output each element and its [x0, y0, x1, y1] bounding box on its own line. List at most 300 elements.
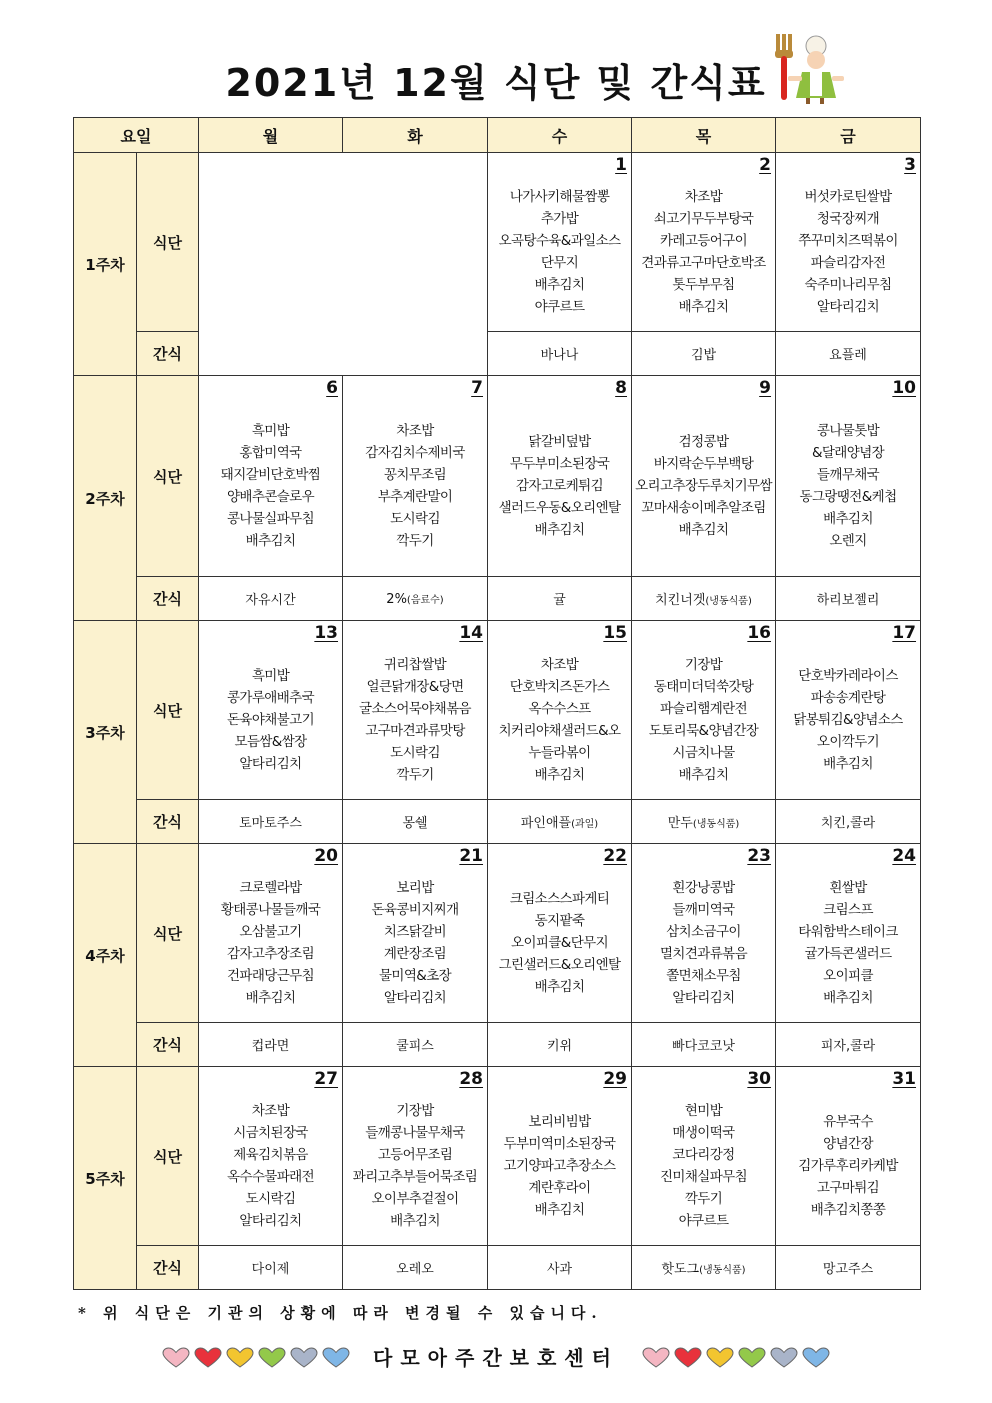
- meal-item: 계란장조림: [383, 946, 447, 962]
- snack-row-label: 간식: [137, 800, 199, 844]
- meal-items: [632, 866, 775, 1020]
- meal-item: 크로렐라밥: [239, 880, 302, 896]
- meal-item: 고구마튀김: [816, 1180, 880, 1196]
- meal-item: 감자고로케튀김: [515, 478, 604, 494]
- meal-item: 도시락김: [390, 511, 440, 527]
- snack-row-label: 간식: [137, 1246, 199, 1290]
- meal-cell: [632, 376, 776, 577]
- meal-item: 배추김치: [534, 277, 585, 293]
- week-snack-row: [74, 800, 921, 844]
- header-day-fri: 금: [776, 118, 921, 153]
- meal-items: [343, 643, 487, 797]
- meal-item: 콩가루애배추국: [226, 690, 315, 706]
- snack-cell: [488, 1023, 632, 1067]
- meal-item: 들깨무채국: [816, 467, 880, 483]
- snack-cell: [199, 1246, 343, 1290]
- footer: [0, 1342, 992, 1374]
- week-snack-row: [74, 577, 921, 621]
- meal-row-label: 식단: [137, 621, 199, 800]
- snack-cell: [776, 1246, 921, 1290]
- meal-items: [632, 175, 775, 329]
- meal-item: 알타리김치: [239, 1213, 302, 1229]
- center-name: 다모아주간보호센터: [373, 1346, 619, 1370]
- snack-name: 컵라면: [251, 1039, 290, 1054]
- snack-cell: [343, 1023, 488, 1067]
- meal-item: 단호박카레라이스: [798, 668, 898, 684]
- meal-item: 오이깍두기: [816, 734, 880, 750]
- week-meal-row: [74, 1067, 921, 1246]
- meal-item: 보리밥: [396, 880, 434, 896]
- snack-note: (과일): [571, 819, 599, 830]
- snack-cell: [488, 800, 632, 844]
- meal-item: 그린샐러드&오리엔탈: [498, 957, 621, 973]
- meal-item: 숙주미나리무침: [804, 277, 892, 293]
- meal-cell: [776, 621, 921, 800]
- meal-item: 기장밥: [396, 1103, 434, 1119]
- week-snack-row: [74, 1023, 921, 1067]
- snack-note: (냉동식품): [692, 819, 740, 830]
- snack-name: 2%: [386, 591, 407, 607]
- snack-name: 치킨너겟: [655, 593, 706, 608]
- date-number: 20: [314, 846, 339, 866]
- meal-item: 꼬마새송이메추알조림: [641, 500, 766, 516]
- heart-icon: [194, 1347, 222, 1369]
- meal-item: 버섯카로틴쌀밥: [804, 189, 892, 205]
- meal-item: 바지락순두부백탕: [653, 456, 754, 472]
- snack-cell: [199, 577, 343, 621]
- snack-name: 귤: [553, 593, 566, 608]
- date-number: 16: [747, 623, 772, 643]
- meal-item: 배추김치: [823, 511, 873, 527]
- meal-row-label: 식단: [137, 844, 199, 1023]
- snack-name: 몽쉘: [402, 816, 428, 831]
- meal-item: 배추김치: [534, 1202, 585, 1218]
- header-day-tue: 화: [343, 118, 488, 153]
- meal-item: 제육김치볶음: [233, 1147, 308, 1163]
- date-number: 1: [615, 155, 628, 175]
- date-number: 23: [747, 846, 772, 866]
- heart-icon: [290, 1347, 318, 1369]
- meal-item: 옥수수스프: [528, 701, 591, 717]
- meal-items: [488, 398, 631, 574]
- meal-items: [343, 398, 487, 574]
- meal-item: 알타리김치: [816, 299, 880, 315]
- meal-item: 귤가득콘샐러드: [804, 946, 892, 962]
- meal-item: 알타리김치: [239, 756, 302, 772]
- meal-item: 깍두기: [396, 767, 434, 783]
- meal-cell: [776, 153, 921, 332]
- meal-item: 오렌지: [829, 533, 867, 549]
- heart-icon: [642, 1347, 670, 1369]
- meal-cell: [343, 621, 488, 800]
- meal-item: 누들라볶이: [528, 745, 591, 761]
- heart-row-right: [642, 1347, 830, 1369]
- meal-items: [776, 175, 920, 329]
- meal-item: 시금치된장국: [233, 1125, 308, 1141]
- snack-cell: [632, 332, 776, 376]
- snack-row-label: 간식: [137, 332, 199, 376]
- date-number: 9: [759, 378, 772, 398]
- meal-cell: [488, 1067, 632, 1246]
- snack-cell: [488, 1246, 632, 1290]
- meal-cell: [488, 376, 632, 577]
- snack-name: 쿨피스: [396, 1039, 434, 1054]
- snack-name: 파인애플: [520, 816, 572, 831]
- date-number: 17: [892, 623, 917, 643]
- meal-item: 닭갈비덮밥: [528, 434, 591, 450]
- meal-item: 양념간장: [823, 1136, 873, 1152]
- week-meal-row: [74, 621, 921, 800]
- meal-item: 고구마견과류맛탕: [365, 723, 465, 739]
- meal-cell: [199, 621, 343, 800]
- meal-item: 배추김치: [534, 522, 585, 538]
- meal-items: [488, 1089, 631, 1243]
- snack-note: (음료수): [406, 594, 444, 606]
- heart-row-left: [162, 1347, 350, 1369]
- meal-item: 배추김치: [678, 299, 729, 315]
- snack-cell: [488, 332, 632, 376]
- meal-item: 동지팥죽: [534, 913, 585, 929]
- meal-item: 쭈꾸미치즈떡볶이: [798, 233, 898, 249]
- heart-icon: [706, 1347, 734, 1369]
- meal-item: 오이피클&단무지: [511, 935, 609, 951]
- date-number: 6: [326, 378, 339, 398]
- meal-item: 도시락김: [245, 1191, 296, 1207]
- meal-item: 흰강낭콩밥: [672, 880, 735, 896]
- meal-items: [488, 175, 631, 329]
- meal-item: 현미밥: [684, 1103, 723, 1119]
- meal-item: 두부미역미소된장국: [503, 1136, 616, 1152]
- snack-name: 요플레: [829, 348, 867, 363]
- meal-items: [632, 398, 775, 574]
- date-number: 2: [759, 155, 772, 175]
- meal-item: 옥수수물파래전: [226, 1169, 315, 1185]
- snack-name: 키위: [546, 1039, 573, 1054]
- meal-cell: [632, 844, 776, 1023]
- meal-cell: [199, 844, 343, 1023]
- meal-row-label: 식단: [137, 376, 199, 577]
- meal-item: 오삼불고기: [239, 924, 302, 940]
- week-meal-row: [74, 376, 921, 577]
- meal-item: 배추김치: [245, 990, 296, 1006]
- empty-day-cell: [199, 153, 488, 376]
- meal-item: 배추김치: [823, 756, 873, 772]
- meal-cell: [343, 844, 488, 1023]
- meal-item: 배추김치: [390, 1213, 440, 1229]
- snack-note: (냉동식품): [699, 1265, 746, 1276]
- week-meal-row: [74, 844, 921, 1023]
- week-label: 2주차: [74, 376, 137, 621]
- snack-row-label: 간식: [137, 1023, 199, 1067]
- meal-cell: [488, 844, 632, 1023]
- meal-item: 코다리강정: [672, 1147, 735, 1163]
- meal-row-label: 식단: [137, 1067, 199, 1246]
- meal-item: 황태콩나물들깨국: [220, 902, 321, 918]
- date-number: 14: [459, 623, 484, 643]
- heart-icon: [738, 1347, 766, 1369]
- meal-item: 유부국수: [823, 1114, 873, 1130]
- meal-items: [199, 398, 342, 574]
- snack-name: 만두: [667, 816, 693, 831]
- meal-item: 돼지갈비단호박찜: [220, 467, 321, 483]
- meal-item: 검정콩밥: [678, 434, 729, 450]
- meal-item: 쫄면채소무침: [666, 968, 741, 984]
- week-meal-row: [74, 153, 921, 332]
- meal-item: 콩나물실파무침: [226, 511, 315, 527]
- meal-item: 감자고추장조림: [226, 946, 315, 962]
- meal-item: 견과류고구마단호박조: [641, 255, 766, 271]
- meal-items: [632, 643, 775, 797]
- heart-icon: [322, 1347, 350, 1369]
- snack-cell: [343, 1246, 488, 1290]
- meal-item: 고기양파고추장소스: [503, 1158, 616, 1174]
- snack-cell: [343, 800, 488, 844]
- snack-name: 치킨,콜라: [820, 816, 876, 831]
- meal-item: 카레고등어구이: [659, 233, 748, 249]
- meal-item: 시금치나물: [672, 745, 735, 761]
- meal-item: 홍합미역국: [239, 445, 302, 461]
- meal-item: 차조밥: [540, 657, 579, 673]
- snack-name: 사과: [546, 1262, 573, 1277]
- meal-item: 얼큰닭개장&당면: [366, 679, 464, 695]
- meal-item: 흑미밥: [251, 423, 290, 439]
- date-number: 28: [459, 1069, 484, 1089]
- meal-item: 동태미더덕쑥갓탕: [653, 679, 754, 695]
- meal-items: [199, 1089, 342, 1243]
- meal-item: 추가밥: [540, 211, 579, 227]
- meal-item: 꽁치무조림: [383, 467, 447, 483]
- meal-item: 모듬쌈&쌈장: [234, 734, 307, 750]
- meal-items: [776, 1089, 920, 1243]
- header-day-wed: 수: [488, 118, 632, 153]
- date-number: 13: [314, 623, 339, 643]
- snack-name: 자유시간: [245, 593, 296, 608]
- date-number: 15: [603, 623, 628, 643]
- meal-cell: [632, 1067, 776, 1246]
- snack-cell: [343, 577, 488, 621]
- heart-icon: [162, 1347, 190, 1369]
- menu-notice: * 위 식단은 기관의 상황에 따라 변경될 수 있습니다.: [78, 1304, 603, 1322]
- snack-name: 빠다코코낫: [672, 1039, 735, 1054]
- meal-item: 오리고추장두루치기무쌈: [635, 478, 772, 494]
- page-title: 2021년 12월 식단 및 간식표: [225, 61, 767, 105]
- meal-item: 들깨콩나물무채국: [365, 1125, 465, 1141]
- snack-row-label: 간식: [137, 577, 199, 621]
- snack-cell: [632, 1246, 776, 1290]
- snack-name: 다이제: [251, 1262, 290, 1277]
- snack-name: 토마토주스: [239, 816, 302, 831]
- meal-item: 동그랑땡전&케첩: [799, 489, 897, 505]
- meal-item: 배추김치쫑쫑: [810, 1202, 886, 1218]
- meal-item: 파슬리햄계란전: [659, 701, 748, 717]
- chef-girl-icon: [772, 28, 848, 106]
- header-day-label: 요일: [74, 118, 199, 153]
- meal-item: 배추김치: [678, 767, 729, 783]
- header-day-mon: 월: [199, 118, 343, 153]
- snack-name: 하리보젤리: [816, 593, 880, 608]
- meal-item: 무두부미소된장국: [509, 456, 610, 472]
- date-number: 31: [892, 1069, 917, 1089]
- meal-cell: [776, 1067, 921, 1246]
- snack-name: 피자,콜라: [820, 1039, 876, 1054]
- meal-item: 귀리찹쌀밥: [383, 657, 447, 673]
- meal-item: 닭봉튀김&양념소스: [793, 712, 903, 728]
- meal-cell: [343, 376, 488, 577]
- heart-icon: [226, 1347, 254, 1369]
- meal-item: 돈육콩비지찌개: [371, 902, 459, 918]
- meal-item: 멸치견과류볶음: [659, 946, 748, 962]
- meal-item: 차조밥: [396, 423, 434, 439]
- meal-item: 계란후라이: [528, 1180, 591, 1196]
- meal-item: 크림스프: [823, 902, 873, 918]
- week-snack-row: [74, 1246, 921, 1290]
- meal-cell: [776, 376, 921, 577]
- meal-item: 꽈리고추부들어묵조림: [352, 1169, 478, 1185]
- snack-cell: [632, 1023, 776, 1067]
- meal-item: 타워함박스테이크: [798, 924, 898, 940]
- meal-item: 오곡탕수육&과일소스: [498, 233, 621, 249]
- meal-item: 부추계란말이: [377, 489, 453, 505]
- meal-items: [488, 866, 631, 1020]
- meal-cell: [488, 621, 632, 800]
- meal-items: [776, 398, 920, 574]
- meal-item: 청국장찌개: [816, 211, 880, 227]
- date-number: 3: [904, 155, 917, 175]
- week-label: 4주차: [74, 844, 137, 1067]
- snack-name: 바나나: [540, 348, 579, 363]
- meal-item: 콩나물톳밥: [816, 423, 880, 439]
- meal-item: 배추김치: [534, 767, 585, 783]
- date-number: 10: [892, 378, 917, 398]
- snack-cell: [199, 1023, 343, 1067]
- meal-item: 톳두부무침: [672, 277, 735, 293]
- meal-item: 파슬리감자전: [810, 255, 886, 271]
- meal-item: 나가사키해물짬뽕: [509, 189, 610, 205]
- meal-item: 물미역&초장: [378, 968, 452, 984]
- meal-item: 김가루후리카케밥: [798, 1158, 898, 1174]
- heart-icon: [802, 1347, 830, 1369]
- meal-item: 돈육야채불고기: [226, 712, 315, 728]
- meal-item: 오이피클: [823, 968, 873, 984]
- snack-cell: [488, 577, 632, 621]
- meal-item: 흰쌀밥: [829, 880, 867, 896]
- meal-item: 삼치소금구이: [666, 924, 741, 940]
- date-number: 8: [615, 378, 628, 398]
- meal-cell: [632, 153, 776, 332]
- meal-items: [488, 643, 631, 797]
- meal-cell: [488, 153, 632, 332]
- meal-item: 배추김치: [245, 533, 296, 549]
- meal-item: 오이부추겉절이: [371, 1191, 459, 1207]
- meal-cell: [343, 1067, 488, 1246]
- meal-items: [199, 643, 342, 797]
- meal-item: 흑미밥: [251, 668, 290, 684]
- meal-item: 들깨미역국: [672, 902, 735, 918]
- snack-name: 핫도그: [661, 1262, 700, 1277]
- meal-items: [776, 866, 920, 1020]
- snack-name: 오레오: [396, 1262, 434, 1277]
- meal-item: 야쿠르트: [678, 1213, 729, 1229]
- meal-item: 도토리묵&양념간장: [648, 723, 759, 739]
- meal-item: 단무지: [540, 255, 579, 271]
- meal-item: 감자김치수제비국: [365, 445, 465, 461]
- date-number: 21: [459, 846, 484, 866]
- date-number: 7: [471, 378, 484, 398]
- meal-item: 보리비빔밥: [528, 1114, 591, 1130]
- header-day-thu: 목: [632, 118, 776, 153]
- date-number: 30: [747, 1069, 772, 1089]
- meal-item: 크림소스스파게티: [509, 891, 610, 907]
- meal-item: 깍두기: [684, 1191, 723, 1207]
- meal-cell: [199, 376, 343, 577]
- snack-name: 망고주스: [822, 1262, 874, 1277]
- header-row: [74, 118, 921, 153]
- week-label: 5주차: [74, 1067, 137, 1290]
- snack-cell: [632, 577, 776, 621]
- week-label: 1주차: [74, 153, 137, 376]
- snack-name: 김밥: [690, 348, 717, 363]
- meal-item: 도시락김: [390, 745, 440, 761]
- meal-item: 매생이떡국: [672, 1125, 735, 1141]
- meal-items: [776, 643, 920, 797]
- meal-cell: [632, 621, 776, 800]
- meal-item: 배추김치: [534, 979, 585, 995]
- snack-cell: [199, 800, 343, 844]
- meal-item: 샐러드우동&오리엔탈: [498, 500, 621, 516]
- heart-icon: [770, 1347, 798, 1369]
- meal-item: 양배추콘슬로우: [226, 489, 315, 505]
- meal-item: &달래양념장: [811, 445, 885, 461]
- meal-item: 차조밥: [251, 1103, 290, 1119]
- meal-item: 고등어무조림: [377, 1147, 453, 1163]
- meal-item: 기장밥: [684, 657, 723, 673]
- meal-cell: [776, 844, 921, 1023]
- meal-item: 야쿠르트: [534, 299, 585, 315]
- snack-cell: [776, 800, 921, 844]
- meal-item: 알타리김치: [383, 990, 447, 1006]
- meal-item: 굴소스어묵야채볶음: [359, 701, 471, 717]
- meal-item: 치즈닭갈비: [383, 924, 447, 940]
- date-number: 22: [603, 846, 628, 866]
- meal-row-label: 식단: [137, 153, 199, 332]
- meal-items: [199, 866, 342, 1020]
- date-number: 29: [603, 1069, 628, 1089]
- meal-items: [343, 1089, 487, 1243]
- meal-item: 깍두기: [396, 533, 434, 549]
- meal-item: 쇠고기무두부탕국: [653, 211, 754, 227]
- meal-item: 단호박치즈돈가스: [509, 679, 610, 695]
- snack-note: (냉동식품): [705, 596, 752, 607]
- meal-cell: [199, 1067, 343, 1246]
- meal-item: 알타리김치: [672, 990, 735, 1006]
- date-number: 27: [314, 1069, 339, 1089]
- meal-item: 진미채실파무침: [659, 1169, 748, 1185]
- snack-cell: [776, 332, 921, 376]
- meal-item: 차조밥: [684, 189, 723, 205]
- meal-item: 배추김치: [823, 990, 873, 1006]
- heart-icon: [258, 1347, 286, 1369]
- meal-items: [343, 866, 487, 1020]
- meal-items: [632, 1089, 775, 1243]
- meal-item: 치커리야채샐러드&오: [498, 723, 621, 739]
- meal-item: 배추김치: [678, 522, 729, 538]
- snack-cell: [632, 800, 776, 844]
- meal-item: 파송송계란탕: [810, 690, 886, 706]
- meal-item: 건파래당근무침: [226, 968, 315, 984]
- date-number: 24: [892, 846, 917, 866]
- menu-table: [73, 117, 921, 1290]
- snack-cell: [776, 1023, 921, 1067]
